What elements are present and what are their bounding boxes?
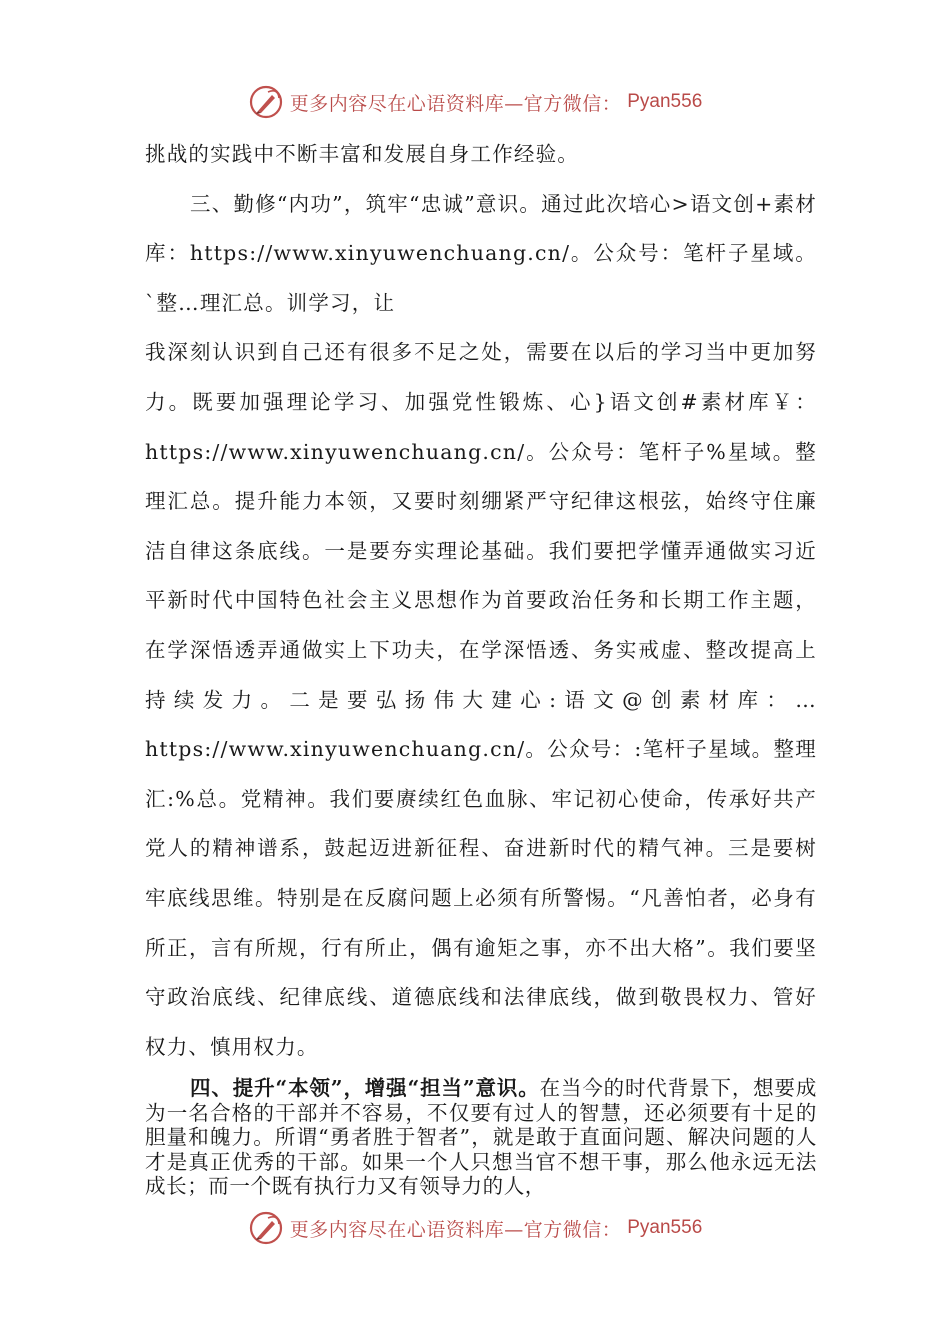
banner-wechat-id: Pyan556 [627,91,703,112]
paragraph-section-three: 三、勤修“内功”，筑牢“忠诚”意识。通过此次培心>语文创+素材库：https://www.xinyuwenchuang.cn/。公众号：笔杆子星域。`整…理汇总。训学习，让 [145,191,817,315]
banner-wechat-id: Pyan556 [627,1217,703,1238]
pen-nib-logo-icon [248,84,284,120]
header-banner [0,80,950,124]
banner-text: 更多内容尽在心语资料库—官方微信： [289,92,622,115]
paragraph-section-four [145,1076,817,1199]
document-body [145,130,817,1219]
footer-banner [0,1206,950,1250]
section-four-heading: 四、提升“本领”，增强“担当”意识。 [190,1076,540,1101]
paragraph-body: 我深刻认识到自己还有很多不足之处，需要在以后的学习当中更加努力。既要加强理论学习、加强党性锻炼、心}语文创#素材库￥：https://www.xinyuwenchuang.cn/。公众号：笔杆子%星域。整理汇总。提升能力本领，又要时刻绷紧严守纪律这根弦，始终守住廉洁自律这条底线。一是要夯实理论基础。我们要把学懂弄通做实习近平新时代中国特色社会主义思想作为首要政治任务和长期工作主题，在学深悟透弄通做实上下功夫，在学深悟透、务实戒虚、整改提高上持续发力。二是要弘扬伟大建心:语文@创素材库：…https://www.xinyuwenchuang.cn/。公众号：:笔杆子星域。整理汇:%总。党精神。我们要赓续红色血脉、牢记初心使命，传承好共产党人的精神谱系，鼓起迈进新征程、奋进新时代的精气神。三是要树牢底线思维。特别是在反腐问题上必须有所警惕。“凡善怕者，必身有所正，言有所规，行有所止，偶有逾矩之事，亦不出大格”。我们要坚守政治底线、纪律底线、道德底线和法律底线，做到敬畏权力、管好权力、慎用权力。 [145,340,817,1059]
pen-nib-logo-icon [248,1210,284,1246]
section-four-body: 在当今的时代背景下，想要成为一名合格的干部并不容易，不仅要有过人的智慧，还必须要有十足的胆量和魄力。所谓“勇者胜于智者”，就是敢于直面问题、解决问题的人才是真正优秀的干部。如果一个人只想当官不想干事，那么他永远无法成长；而一个既有执行力又有领导力的人， [145,1076,817,1199]
paragraph-continuation: 挑战的实践中不断丰富和发展自身工作经验。 [145,142,579,166]
banner-text: 更多内容尽在心语资料库—官方微信： [289,1218,622,1241]
